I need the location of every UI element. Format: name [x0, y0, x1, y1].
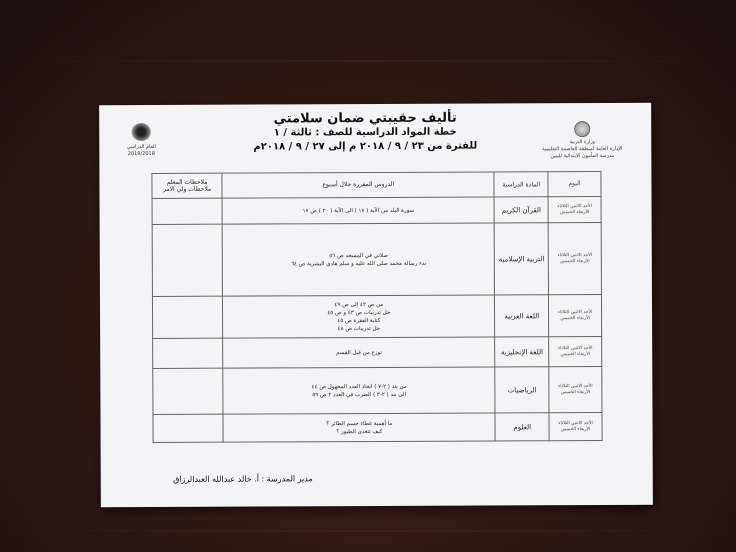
- days-cell: الأحد الاثنين الثلاثاء الأربعاء الخميس: [549, 367, 602, 413]
- document-page: [99, 103, 653, 507]
- lessons-cell: [223, 337, 495, 368]
- lessons-cell: [222, 197, 494, 224]
- page-subtitle: خطة المواد الدراسية للصف : ثالثة / ١: [273, 126, 457, 139]
- period-text: للفترة من ٢٣ / ٩ / ٢٠١٨ م إلى ٢٧ / ٩ / ٢٠١٨م: [253, 140, 478, 153]
- ministry-line: وزارة التربية: [569, 139, 596, 146]
- notes-cell: [152, 198, 222, 224]
- lesson-line: من ص ٤٢ الى ص ٤٩: [334, 301, 384, 308]
- days-cell: الأحد الاثنين الثلاثاء الأربعاء الخميس: [549, 413, 602, 441]
- ministry-header: [527, 121, 637, 160]
- table-row: [153, 413, 602, 443]
- page-title: تأليف حقيبتي ضمان سلامتي: [273, 110, 457, 127]
- table-row: [152, 223, 601, 297]
- subject-cell: اللغة الإنجليزية: [495, 337, 549, 367]
- title-block: [229, 111, 501, 154]
- weekly-plan-table: [151, 171, 602, 443]
- notes-cell: [153, 414, 223, 442]
- ministry-emblem-icon: [574, 121, 590, 137]
- lessons-cell: [223, 295, 495, 338]
- days-cell: الأحد الاثنين الثلاثاء الأربعاء الخميس: [548, 197, 601, 223]
- lesson-line: بدء رسالة محمد صلى الله عليه و سلم هادي البشرية ص ٦٤: [291, 260, 427, 267]
- lesson-line: ما أهمية غطاء جسم الطائر ؟: [326, 420, 393, 427]
- ministry-line: مدرسة المأمون الابتدائية للبنين: [550, 152, 615, 160]
- notes-cell: [153, 338, 223, 368]
- school-year-header: [111, 123, 171, 158]
- subject-cell: التربية الإسلامية: [495, 223, 549, 295]
- table-header-row: [152, 172, 601, 199]
- header-day: اليوم: [548, 172, 601, 197]
- lesson-line: كيف تتغذى الطيور ؟: [336, 428, 383, 435]
- lesson-line: كتابة الفقرة ص ٤٥: [337, 317, 381, 324]
- header-subject: المادة الدراسية: [494, 172, 548, 197]
- lesson-line: الى بند ( ٢-٣ ) الضرب في العدد ٢ ص ٥٩: [312, 391, 407, 398]
- subject-cell: اللغة العربية: [495, 295, 549, 337]
- lessons-cell: [222, 223, 494, 296]
- header-lessons: الدروس المقررة خلال أسبوع: [222, 172, 494, 198]
- subject-cell: العلوم: [495, 413, 549, 441]
- notes-cell: [153, 368, 223, 414]
- header-notes: ملاحظات المعلم ملاحظات ولي الأمر: [152, 173, 222, 198]
- lesson-line: سورة البلد من الآية ( ١٧ ) الى الآية ( ٢٠ ) ص ١٧: [302, 207, 415, 214]
- days-cell: الأحد الاثنين الثلاثاء الأربعاء الخميس: [549, 295, 602, 337]
- ministry-line: الإدارة العامة لمنطقة العاصمة التعليمية: [542, 145, 623, 153]
- lessons-cell: [223, 367, 495, 414]
- school-logo-icon: [131, 123, 151, 141]
- notes-cell: [152, 224, 223, 296]
- days-cell: الأحد الاثنين الثلاثاء الأربعاء الخميس: [549, 337, 602, 367]
- year-value: 2019/2018: [127, 150, 155, 158]
- lessons-cell: [223, 413, 495, 442]
- year-label: العام الدراسي: [126, 143, 156, 151]
- subject-cell: القرآن الكريم: [494, 197, 548, 223]
- subject-cell: الرياضيات: [495, 367, 549, 413]
- lesson-line: حل تدريبات ص ٤٣ و ص ٤٥: [327, 309, 391, 316]
- lesson-line: توزع من قبل القسم: [336, 349, 382, 356]
- table-row: [152, 197, 601, 225]
- table-row: [152, 295, 601, 339]
- lesson-line: صلاتي في المسجد ص ٥٦: [329, 252, 388, 259]
- days-cell: الأحد الاثنين الثلاثاء الأربعاء الخميس: [548, 223, 601, 295]
- principal-signature-line: مدير المدرسة : أ. خالد عبدالله العبدالرزاق: [173, 474, 313, 484]
- lesson-line: حل تدريبات ص ٤٨: [337, 325, 381, 332]
- table-row: [153, 337, 602, 369]
- lesson-line: من بند ( ٢-٧ ) ايجاد العدد المجهول ص ٤٤: [311, 383, 407, 390]
- notes-cell: [152, 296, 222, 338]
- table-row: [153, 367, 602, 415]
